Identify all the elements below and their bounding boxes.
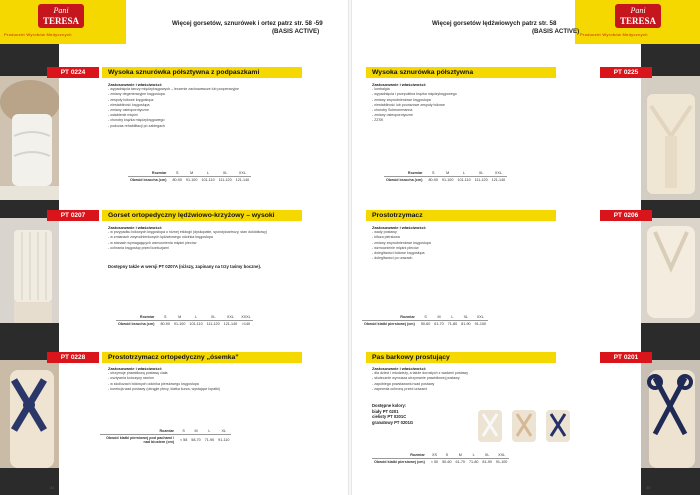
- application-item: - kifoza piersiowa: [372, 235, 557, 240]
- product-title: Gorset ortopedyczny lędźwiowo-krzyżowy – wysoki: [102, 210, 302, 221]
- size-cell: XL: [473, 170, 490, 177]
- size-cell: M: [184, 170, 199, 177]
- application-item: - podczas rehabilitacji po zabiegach: [108, 124, 293, 129]
- product-code-tag: PT 0201: [600, 352, 652, 363]
- size-cell: XL: [216, 428, 231, 435]
- application-item: - ZZSK: [372, 118, 557, 123]
- size-table: Rozmiar XS S M L XL XXL Obwód klatki piersiowej (cm) < 50 50-60 61-70 71-80 81-90 91-100: [374, 453, 508, 464]
- pt0201-navy-thumbnail: [546, 410, 570, 442]
- measure-cell: 91-100: [173, 322, 186, 326]
- size-cell: M: [432, 314, 445, 321]
- application-item: - w przypadku bólowych kręgosłupa o różnej etiologii (dyskopatie, spondyloartrozy, stan doklatkowy): [108, 230, 303, 235]
- application-item: - zapewnia ochronę przed urazami: [372, 387, 592, 392]
- product-applications: Zastosowanie i właściwości: - lumbalgia - wypadnięcia i przepuklina krążka międzykręgowego - zmiany zwyrodnieniowe kręgosłupa - niestabilność lub pourazowe zespoły bólowe - choroby Scheuermanna - zmiany osteoporotyczne - ZZSK: [372, 82, 557, 124]
- size-cell: M: [189, 428, 202, 435]
- application-item: - dolegliwości po urazach: [372, 256, 557, 261]
- application-item: - zmiany zwyrodnieniowe kręgosłupa: [372, 98, 557, 103]
- right-brand-bar: [575, 0, 700, 44]
- size-cell: XXL: [490, 170, 508, 177]
- application-item: - choroby krążka międzykręgowego: [108, 118, 293, 123]
- application-item: - usztywnia kończyny ramion: [108, 376, 338, 381]
- measure-cell: < 58: [180, 438, 188, 442]
- measure-cell: 121-140: [491, 178, 506, 182]
- product-title: Wysoka sznurówka półsztywna: [366, 67, 556, 78]
- measure-cell: 81-90: [482, 460, 492, 464]
- measure-cell: 61-70: [434, 322, 444, 326]
- size-cell: XXL: [234, 170, 252, 177]
- size-cell: M: [172, 314, 187, 321]
- application-item: - zmiany osteoporotyczne: [108, 108, 293, 113]
- application-item: - zmiany zwyrodnieniowe kręgosłupa: [372, 241, 557, 246]
- brand-tagline: Producent Wyrobów Medycznych: [580, 32, 648, 37]
- application-item: - niestabilność kręgosłupa: [108, 103, 293, 108]
- size-cell: S: [440, 452, 453, 459]
- application-item: - lumbalgia: [372, 87, 557, 92]
- measure-cell: 71-80: [468, 460, 479, 464]
- product-code-tag: PT 0207: [47, 210, 99, 221]
- application-item: - zespoły bólowe kręgosłupa: [108, 98, 293, 103]
- application-item: - zmiany osteoporotyczne: [372, 113, 557, 118]
- product-title: Prostotrzymacz ortopedyczny „ósemka”: [102, 352, 302, 363]
- product-photo-pt0207: [0, 218, 59, 323]
- size-cell: S: [426, 170, 439, 177]
- size-cell: M: [454, 452, 467, 459]
- application-item: - skutecznie wymusza utrzymanie prawidłowej postawy: [372, 376, 592, 381]
- size-table: Rozmiar S M L XL Obwód klatki piersiowej pod pachami / nad biustem (cm) < 58 58-70 71-90 91-110: [100, 428, 231, 445]
- size-cell: XL: [480, 452, 493, 459]
- application-item: - w skoliozach bólowych odcinka piersiowego kręgosłupa: [108, 382, 338, 387]
- measure-cell: 50-60: [420, 322, 431, 326]
- measure-cell: 81-90: [461, 322, 471, 326]
- brand-tagline: Producent Wyrobów Medycznych: [4, 32, 72, 37]
- product-photo-pt0224: [0, 76, 59, 200]
- available-colors: Dostępne kolory: biały PT 0201 cielisty PT 0201C granatowy PT 0201G: [372, 403, 414, 425]
- product-applications: Zastosowanie i właściwości: - w przypadku bólowych kręgosłupa o różnej etiologii (dyskopatie, spondyloartrozy, stan doklatkowy) - w zmianach zwyrodnieniowych lędźwiowego odcinka kręgosłupa - w stanach wymagających wzmocnienia mięśni pleców - ochrania kręgosłup przed kontuzjami: [108, 225, 303, 251]
- application-item: - utrzymuje prawidłową postawę ciała: [108, 371, 338, 376]
- product-photo-pt0201: [641, 360, 700, 468]
- page-number: 35: [646, 485, 651, 490]
- measure-cell: < 50: [430, 460, 439, 464]
- measure-cell: 91-100: [495, 460, 508, 464]
- left-top-reference: Więcej gorsetów, sznurówek i ortez patrz str. 58 -59 (BASIS ACTIVE): [172, 20, 323, 35]
- page-gutter: [348, 0, 352, 495]
- size-cell: XS: [429, 452, 440, 459]
- product-photo-pt0206: [641, 218, 700, 323]
- application-item: - osłabienie mięśni: [108, 113, 293, 118]
- application-item: - wzmocnienie mięśni pleców: [372, 246, 557, 251]
- pt0201-white-thumbnail: [478, 410, 502, 442]
- measure-cell: 80-90: [160, 322, 170, 326]
- product-applications: Zastosowanie i właściwości: - utrzymuje prawidłową postawę ciała - usztywnia kończyny ramion - w skoliozach bólowych odcinka piersiowego kręgosłupa - korekcja wad postawy (okrągłe plecy, klatka kurza, wystające łopatki): [108, 366, 338, 392]
- size-table: Rozmiar S M L XL XXL Obwód brzucha (cm) 80-90 91-100 101-110 111-120 121-140: [386, 171, 506, 182]
- application-item: - wypadnięcia i przepuklina krążka międzykręgowego: [372, 92, 557, 97]
- measure-cell: 91-100: [185, 178, 198, 182]
- measure-cell: 80-90: [172, 178, 182, 182]
- size-cell: S: [178, 428, 189, 435]
- measure-cell: 91-100: [474, 322, 487, 326]
- brand-logo: Pani TERESA: [38, 4, 84, 28]
- application-item: - wypadnięcia tarczy międzykręgowych – leczenie zachowawcze lub pooperacyjne: [108, 87, 293, 92]
- right-top-reference: Więcej gorsetów lędźwiowych patrz str. 58 (BASIS ACTIVE): [432, 20, 580, 35]
- size-cell: L: [203, 428, 216, 435]
- product-applications: Zastosowanie i właściwości: - dla dzieci i młodzieży, a także dorosłych z wadami postawy - skutecznie wymusza utrzymanie prawidłowej postawy - zapobiega powstawaniu wad postawy - zapewnia ochronę przed urazami: [372, 366, 592, 392]
- size-cell: XXL: [222, 314, 240, 321]
- brand-logo: Pani TERESA: [615, 4, 661, 28]
- product-title: Wysoka sznurówka półsztywna z podpaszkami: [102, 67, 302, 78]
- measure-cell: 121-140: [223, 322, 238, 326]
- product-note: Dostępny także w wersji PT 0207A (niższy, zapinany na trzy taśmy boczne).: [108, 264, 262, 269]
- measure-cell: 71-80: [447, 322, 458, 326]
- size-cell: L: [467, 452, 480, 459]
- size-cell: XL: [205, 314, 222, 321]
- application-item: - w zmianach zwyrodnieniowych lędźwiowego odcinka kręgosłupa: [108, 235, 303, 240]
- measure-cell: 101-110: [201, 178, 215, 182]
- size-cell: S: [158, 314, 171, 321]
- product-applications: Zastosowanie i właściwości: - wady postawy - kifoza piersiowa - zmiany zwyrodnieniowe kręgosłupa - wzmocnienie mięśni pleców - dolegliwości bólowe kręgosłupa - dolegliwości po urazach: [372, 225, 557, 261]
- product-photo-pt0225: [641, 76, 700, 200]
- size-cell: S: [419, 314, 432, 321]
- size-table: Rozmiar S M L XL XXL Obwód klatki piersiowej (cm) 50-60 61-70 71-80 81-90 91-100: [364, 315, 487, 326]
- application-item: - niestabilność lub pourazowe zespoły bólowe: [372, 103, 557, 108]
- product-photo-pt0228: [0, 360, 59, 468]
- application-item: - korekcja wad postawy (okrągłe plecy, klatka kurza, wystające łopatki): [108, 387, 338, 392]
- measure-cell: 58-70: [191, 438, 201, 442]
- size-cell: L: [455, 170, 472, 177]
- size-cell: L: [446, 314, 459, 321]
- application-item: - zapobiega powstawaniu wad postawy: [372, 382, 592, 387]
- application-item: - w stanach wymagających wzmocnienia mięśni pleców: [108, 241, 303, 246]
- measure-cell: 111-120: [206, 322, 220, 326]
- size-table: Rozmiar S M L XL XXL XXXL Obwód brzucha (cm) 80-90 91-100 101-110 111-120 121-140 >140: [118, 315, 251, 326]
- measure-cell: 111-120: [218, 178, 232, 182]
- measure-cell: 80-90: [428, 178, 438, 182]
- measure-cell: 101-110: [189, 322, 203, 326]
- application-item: - choroby Scheuermanna: [372, 108, 557, 113]
- left-brand-bar: [0, 0, 126, 44]
- measure-cell: 101-110: [457, 178, 471, 182]
- size-cell: L: [187, 314, 204, 321]
- color-option: biały PT 0201: [372, 408, 399, 414]
- pt0201-beige-thumbnail: [512, 410, 536, 442]
- measure-cell: 91-100: [441, 178, 454, 182]
- color-option: granatowy PT 0201G: [372, 419, 414, 425]
- measure-cell: 91-110: [218, 438, 230, 442]
- page-number: 34: [50, 485, 55, 490]
- size-cell: S: [170, 170, 183, 177]
- size-cell: M: [440, 170, 455, 177]
- application-item: - ochrania kręgosłup przed kontuzjami: [108, 246, 303, 251]
- measure-cell: 50-60: [442, 460, 452, 464]
- product-title: Pas barkowy prostujący: [366, 352, 556, 363]
- application-item: - wady postawy: [372, 230, 557, 235]
- color-option: cielisty PT 0201C: [372, 414, 407, 420]
- application-item: - dla dzieci i młodzieży, a także dorosłych z wadami postawy: [372, 371, 592, 376]
- application-item: - zmiany degeneracyjne kręgosłupa: [108, 92, 293, 97]
- size-cell: L: [199, 170, 216, 177]
- product-applications: Zastosowanie i właściwości: - wypadnięcia tarczy międzykręgowych – leczenie zachowawcze lub pooperacyjne - zmiany degeneracyjne kręgosłupa - zespoły bólowe kręgosłupa - niestabilność kręgosłupa - zmiany osteoporotyczne - osłabienie mięśni - choroby krążka międzykręgowego - podczas rehabilitacji po zabiegach: [108, 82, 293, 129]
- measure-cell: >140: [241, 322, 251, 326]
- size-cell: XXXL: [241, 315, 251, 319]
- measure-cell: 121-140: [235, 178, 250, 182]
- product-code-tag: PT 0224: [47, 67, 99, 78]
- measure-cell: 111-120: [474, 178, 488, 182]
- size-cell: XL: [459, 314, 472, 321]
- product-title: Prostotrzymacz: [366, 210, 556, 221]
- size-cell: XXL: [473, 314, 488, 321]
- product-code-tag: PT 0225: [600, 67, 652, 78]
- product-code-tag: PT 0206: [600, 210, 652, 221]
- product-code-tag: PT 0228: [47, 352, 99, 363]
- size-table: Rozmiar S M L XL XXL Obwód brzucha (cm) 80-90 91-100 101-110 111-120 121-140: [130, 171, 250, 182]
- measure-cell: 61-70: [455, 460, 465, 464]
- size-cell: XL: [217, 170, 234, 177]
- size-cell: XXL: [494, 452, 509, 459]
- measure-cell: 71-90: [204, 438, 215, 442]
- application-item: - dolegliwości bólowe kręgosłupa: [372, 251, 557, 256]
